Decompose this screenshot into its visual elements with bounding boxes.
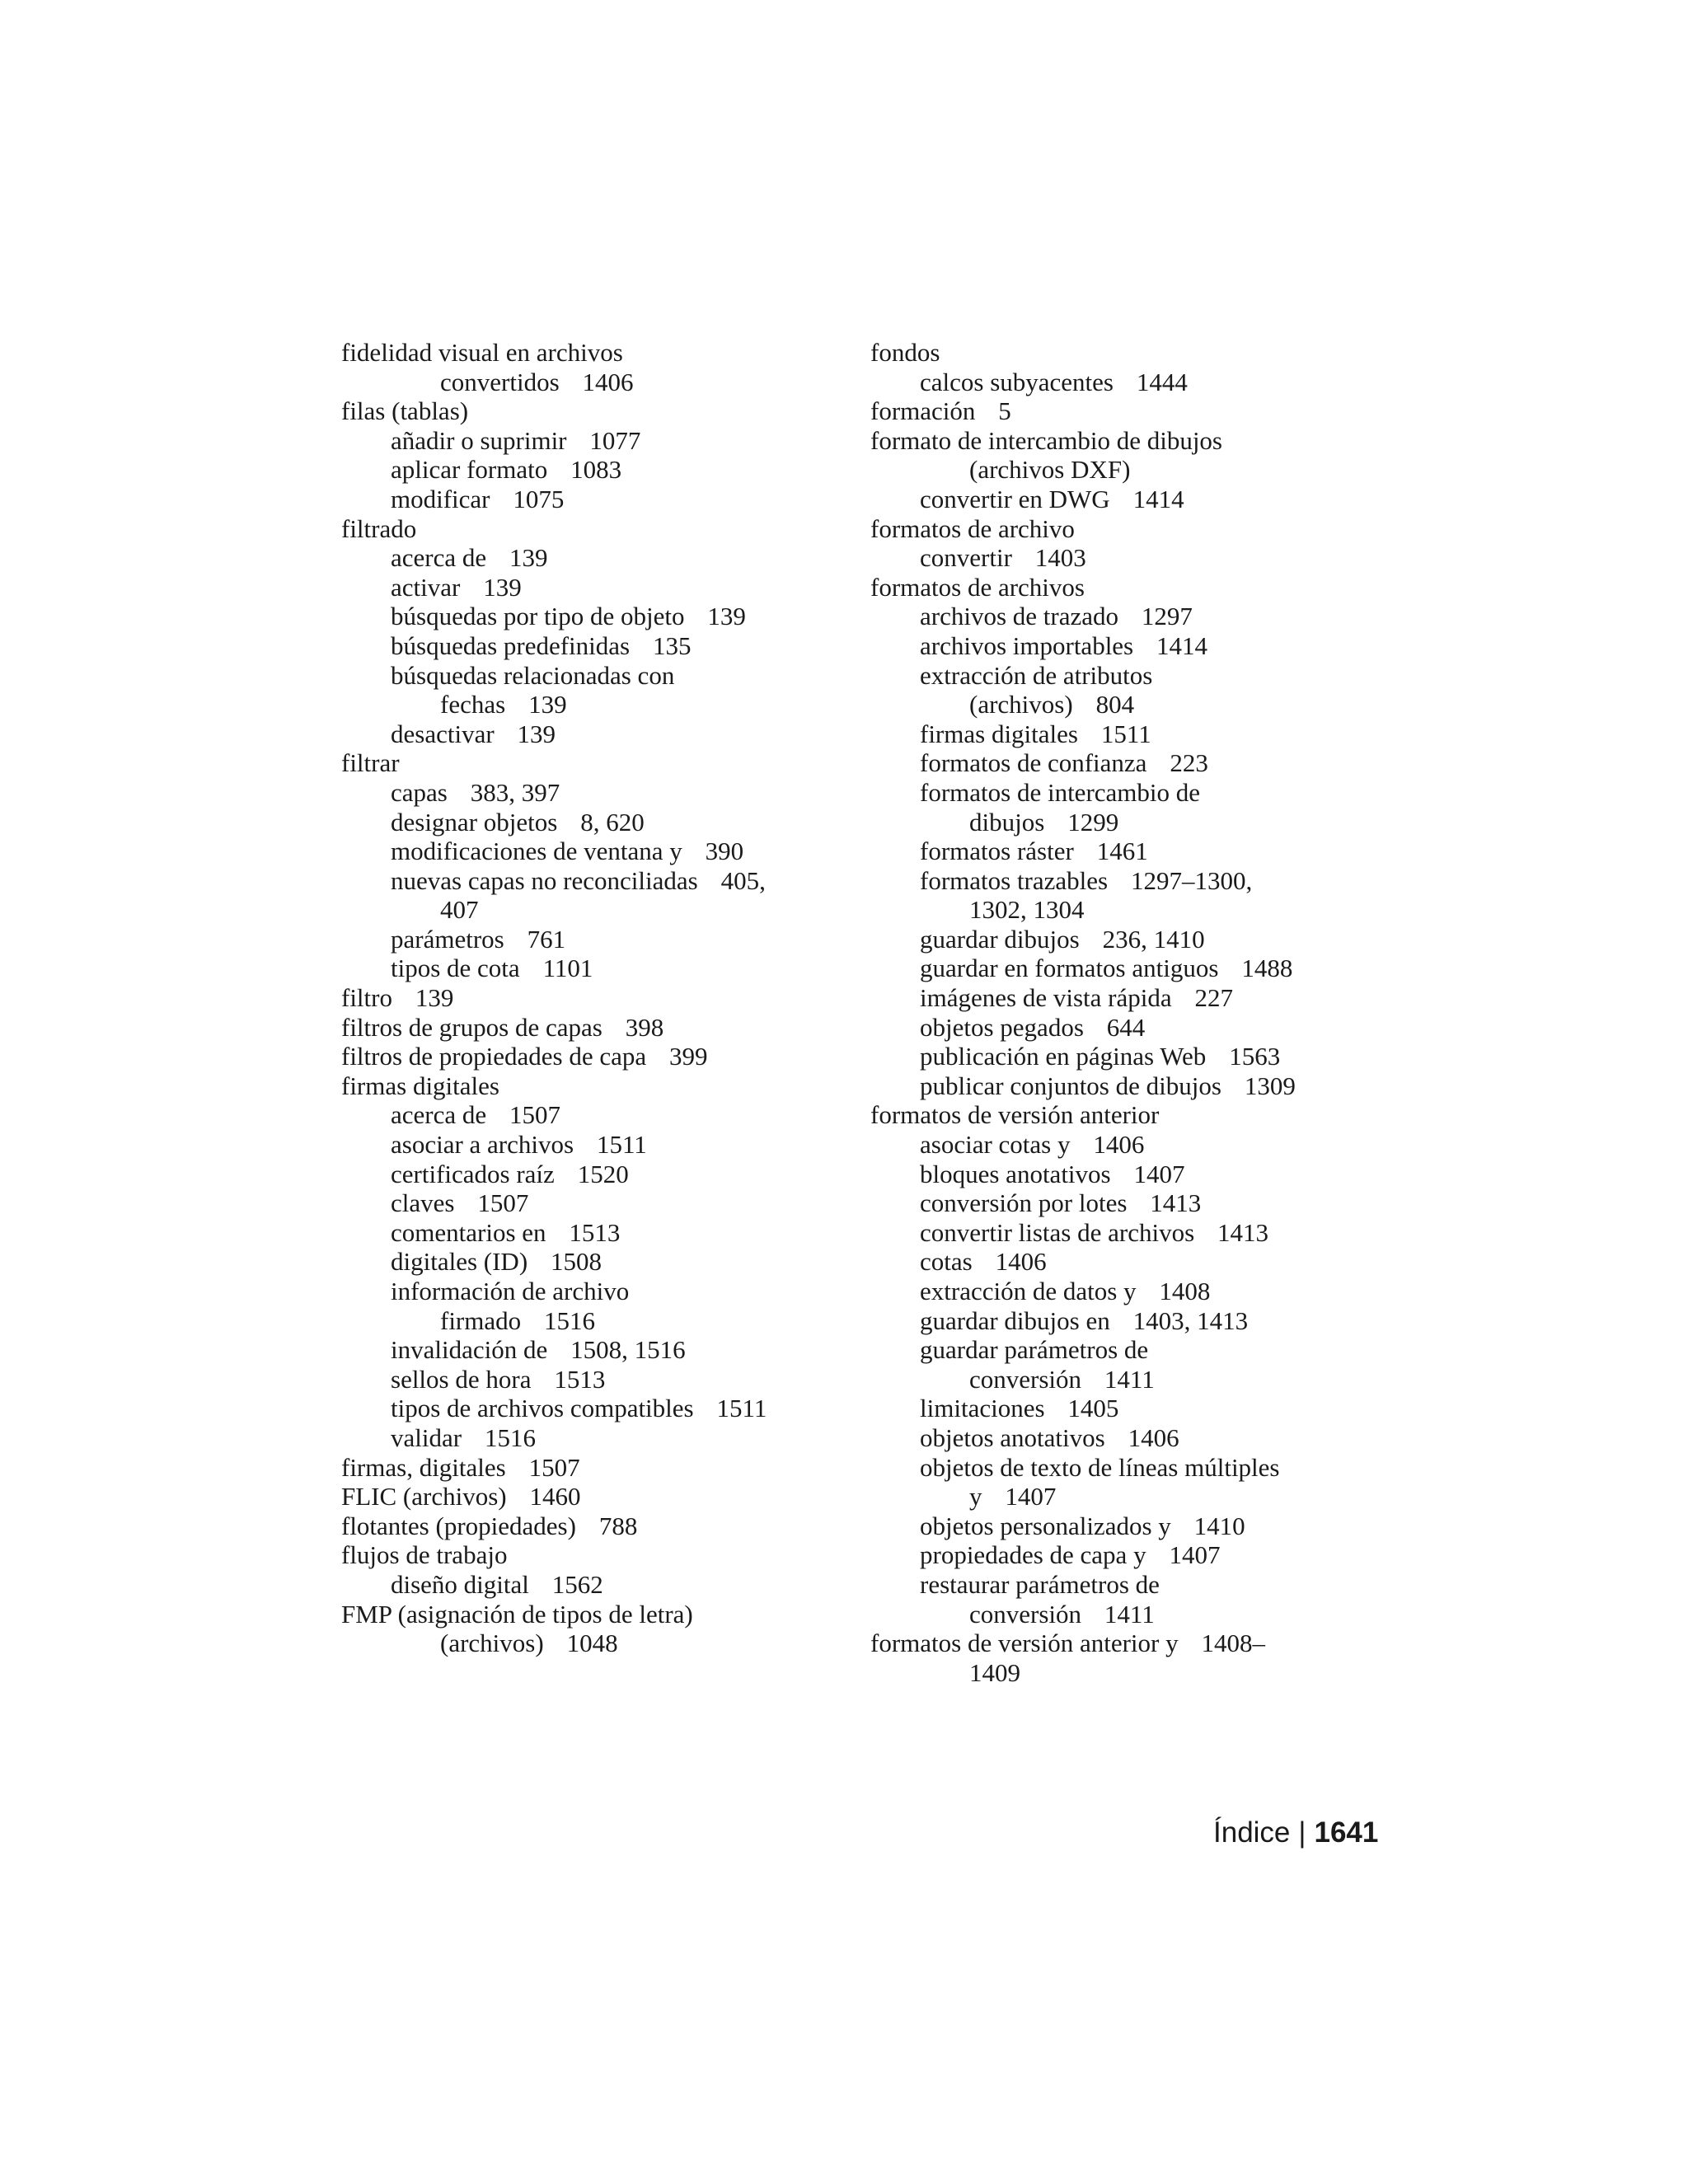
page-number: 1641 <box>1314 1816 1379 1849</box>
index-term: objetos pegados <box>920 1012 1084 1042</box>
index-term: nuevas capas no reconciliadas <box>391 865 698 895</box>
index-term: convertir listas de archivos <box>920 1217 1195 1247</box>
index-continuation <box>341 690 869 719</box>
index-entry <box>870 338 1398 368</box>
index-term: extracción de atributos <box>920 660 1153 690</box>
index-page-ref: 1461 <box>1096 837 1148 866</box>
index-subentry <box>870 1071 1398 1101</box>
index-term: y <box>969 1482 982 1511</box>
index-term: conversión <box>969 1364 1082 1394</box>
index-subentry <box>341 1247 869 1277</box>
index-page-ref: 1414 <box>1156 630 1208 660</box>
index-term: conversión <box>969 1599 1082 1629</box>
index-subentry <box>341 719 869 749</box>
index-term: dibujos <box>969 807 1045 837</box>
index-term: restaurar parámetros de <box>920 1569 1160 1599</box>
index-subentry <box>870 837 1398 866</box>
index-page-ref: 223 <box>1170 748 1208 778</box>
index-term: FLIC (archivos) <box>341 1482 507 1511</box>
index-page-ref: 1297–1300, <box>1131 865 1253 895</box>
index-term: flujos de trabajo <box>341 1540 508 1570</box>
index-page-ref: 1083 <box>570 455 622 485</box>
index-subentry <box>341 1365 869 1394</box>
index-term: guardar dibujos <box>920 924 1080 954</box>
index-entry <box>341 1013 869 1043</box>
index-page-ref: 1101 <box>542 954 593 983</box>
index-continuation <box>870 1600 1398 1629</box>
index-entry <box>341 1042 869 1071</box>
index-subentry <box>341 925 869 954</box>
index-subentry <box>870 485 1398 514</box>
index-term: archivos importables <box>920 630 1134 660</box>
index-page-ref: 1406 <box>1093 1130 1145 1160</box>
footer-separator: | <box>1298 1816 1306 1849</box>
index-subentry <box>870 543 1398 573</box>
index-subentry <box>341 1218 869 1248</box>
index-term: modificar <box>391 484 490 513</box>
index-continuation <box>870 1658 1398 1688</box>
index-subentry <box>341 573 869 602</box>
index-page-ref: 1403 <box>1034 543 1086 573</box>
index-term: 1409 <box>969 1657 1020 1687</box>
index-page-ref: 1508, 1516 <box>570 1335 686 1365</box>
index-term: información de archivo <box>391 1277 630 1305</box>
index-entry <box>870 1629 1398 1658</box>
index-term: extracción de datos y <box>920 1277 1137 1305</box>
index-subentry <box>870 1218 1398 1248</box>
index-page-ref: 644 <box>1106 1012 1146 1042</box>
index-page-ref: 1507 <box>509 1100 561 1130</box>
index-term: claves <box>391 1188 455 1218</box>
index-term: convertidos <box>440 367 560 396</box>
index-term: filtro <box>341 983 392 1013</box>
index-term: (archivos) <box>440 1629 544 1658</box>
index-subentry <box>870 1013 1398 1043</box>
index-term: acerca de <box>391 543 487 573</box>
index-page-ref: 399 <box>669 1042 708 1071</box>
index-subentry <box>870 1423 1398 1453</box>
index-subentry <box>341 1277 869 1306</box>
index-term: formatos de archivos <box>870 572 1085 602</box>
index-term: comentarios en <box>391 1217 546 1247</box>
index-subentry <box>870 1130 1398 1160</box>
index-term: invalidación de <box>391 1335 548 1365</box>
index-term: filtros de grupos de capas <box>341 1012 603 1042</box>
index-term: fechas <box>440 690 506 719</box>
index-subentry <box>341 866 869 896</box>
index-entry <box>870 396 1398 426</box>
index-term: búsquedas relacionadas con <box>391 660 675 690</box>
index-entry <box>870 573 1398 602</box>
index-term: firmas digitales <box>920 719 1078 748</box>
index-term: conversión por lotes <box>920 1188 1128 1218</box>
index-term: (archivos DXF) <box>969 455 1131 485</box>
index-entry <box>341 1453 869 1483</box>
index-term: calcos subyacentes <box>920 367 1114 396</box>
index-term: activar <box>391 572 461 602</box>
index-column-right <box>870 338 1398 1687</box>
index-page-ref: 1405 <box>1067 1394 1119 1423</box>
index-subentry <box>341 543 869 573</box>
index-subentry <box>341 808 869 837</box>
index-page-ref: 139 <box>509 543 548 573</box>
index-term: validar <box>391 1422 462 1452</box>
index-continuation <box>870 455 1398 485</box>
index-term: certificados raíz <box>391 1159 555 1188</box>
index-subentry <box>870 368 1398 397</box>
index-subentry <box>870 1306 1398 1336</box>
index-subentry <box>341 778 869 808</box>
index-term: FMP (asignación de tipos de letra) <box>341 1599 693 1629</box>
index-page-ref: 383, 397 <box>470 777 560 807</box>
footer-section-label: Índice <box>1213 1816 1291 1849</box>
index-subentry <box>870 1335 1398 1365</box>
index-continuation <box>870 1365 1398 1394</box>
index-subentry <box>870 866 1398 896</box>
index-entry <box>341 1540 869 1570</box>
index-term: convertir en DWG <box>920 484 1110 513</box>
index-page-ref: 761 <box>527 924 566 954</box>
index-page-ref: 1410 <box>1193 1511 1245 1540</box>
index-page-ref: 1413 <box>1217 1217 1269 1247</box>
index-term: modificaciones de ventana y <box>391 837 682 866</box>
index-term: formatos de archivo <box>870 513 1075 543</box>
index-page-ref: 1511 <box>1100 719 1151 748</box>
index-page-ref: 1048 <box>566 1629 618 1658</box>
index-page-ref: 1077 <box>589 425 641 455</box>
index-subentry <box>870 1160 1398 1189</box>
index-term: búsquedas por tipo de objeto <box>391 602 685 631</box>
index-subentry <box>870 778 1398 808</box>
index-term: búsquedas predefinidas <box>391 630 631 660</box>
page-footer <box>1213 1816 1378 1849</box>
index-subentry <box>341 1570 869 1600</box>
index-term: formatos de intercambio de <box>920 777 1201 807</box>
index-entry <box>341 1482 869 1511</box>
index-term: parámetros <box>391 924 504 954</box>
index-term: fondos <box>870 338 940 367</box>
index-subentry <box>870 1453 1398 1483</box>
index-entry <box>870 426 1398 456</box>
index-entry <box>870 514 1398 544</box>
index-subentry <box>341 1423 869 1453</box>
index-subentry <box>341 485 869 514</box>
index-term: formatos de confianza <box>920 748 1147 778</box>
index-subentry <box>341 1335 869 1365</box>
index-page-ref: 1511 <box>596 1130 647 1160</box>
index-term: aplicar formato <box>391 455 548 485</box>
index-page-ref: 1075 <box>513 484 565 513</box>
index-term: filtrado <box>341 513 417 543</box>
index-subentry <box>870 1570 1398 1600</box>
index-subentry <box>870 1511 1398 1541</box>
index-term: capas <box>391 777 448 807</box>
index-term: formatos de versión anterior <box>870 1100 1160 1130</box>
index-page-ref: 1520 <box>577 1159 629 1188</box>
index-page-ref: 1513 <box>554 1364 606 1394</box>
index-page-ref: 227 <box>1194 983 1233 1013</box>
index-subentry <box>870 1277 1398 1306</box>
index-subentry <box>341 661 869 691</box>
index-term: diseño digital <box>391 1569 529 1599</box>
index-page-ref: 1406 <box>995 1247 1047 1277</box>
index-term: guardar parámetros de <box>920 1335 1149 1365</box>
index-subentry <box>870 1247 1398 1277</box>
index-subentry <box>870 748 1398 778</box>
index-term: filtros de propiedades de capa <box>341 1042 647 1071</box>
index-page-ref: 1411 <box>1104 1599 1155 1629</box>
index-page-ref: 398 <box>625 1012 664 1042</box>
index-term: acerca de <box>391 1100 487 1130</box>
index-page-ref: 139 <box>483 572 522 602</box>
index-subentry <box>341 1160 869 1189</box>
index-page-ref: 1507 <box>528 1452 580 1482</box>
index-page-ref: 236, 1410 <box>1102 924 1205 954</box>
index-page-ref: 1299 <box>1067 807 1119 837</box>
index-term: publicar conjuntos de dibujos <box>920 1071 1221 1100</box>
index-subentry <box>341 455 869 485</box>
index-page-ref: 1562 <box>551 1569 603 1599</box>
index-term: guardar en formatos antiguos <box>920 954 1219 983</box>
index-page-ref: 1408– <box>1201 1629 1265 1658</box>
index-term: objetos anotativos <box>920 1422 1105 1452</box>
index-term: añadir o suprimir <box>391 425 567 455</box>
index-term: limitaciones <box>920 1394 1045 1423</box>
index-page-ref: 1563 <box>1229 1042 1281 1071</box>
index-subentry <box>870 1042 1398 1071</box>
index-term: propiedades de capa y <box>920 1540 1146 1570</box>
index-term: archivos de trazado <box>920 602 1118 631</box>
index-page-ref: 804 <box>1095 690 1135 719</box>
index-term: 1302, 1304 <box>969 895 1085 925</box>
index-term: objetos personalizados y <box>920 1511 1171 1540</box>
index-subentry <box>870 602 1398 631</box>
index-term: tipos de cota <box>391 954 520 983</box>
index-page-ref: 1507 <box>477 1188 529 1218</box>
index-term: sellos de hora <box>391 1364 532 1394</box>
index-term: formatos trazables <box>920 865 1109 895</box>
index-subentry <box>341 1394 869 1423</box>
index-term: bloques anotativos <box>920 1159 1111 1188</box>
index-continuation <box>341 1306 869 1336</box>
index-entry <box>341 983 869 1013</box>
index-term: (archivos) <box>969 690 1073 719</box>
index-subentry <box>870 925 1398 954</box>
index-term: firmas, digitales <box>341 1452 506 1482</box>
index-subentry <box>870 719 1398 749</box>
index-subentry <box>341 954 869 983</box>
index-subentry <box>870 1188 1398 1218</box>
index-term: tipos de archivos compatibles <box>391 1394 694 1423</box>
index-continuation <box>341 368 869 397</box>
index-entry <box>341 338 869 368</box>
index-term: formato de intercambio de dibujos <box>870 425 1222 455</box>
index-term: asociar cotas y <box>920 1130 1071 1160</box>
index-page-ref: 1403, 1413 <box>1132 1305 1249 1335</box>
index-page-ref: 8, 620 <box>580 807 645 837</box>
index-subentry <box>341 631 869 661</box>
index-subentry <box>870 1394 1398 1423</box>
index-page-ref: 788 <box>598 1511 638 1540</box>
index-subentry <box>341 426 869 456</box>
index-term: guardar dibujos en <box>920 1305 1110 1335</box>
index-page-ref: 1309 <box>1244 1071 1296 1100</box>
index-continuation <box>870 1482 1398 1511</box>
index-page-ref: 1406 <box>582 367 634 396</box>
index-continuation <box>341 1629 869 1658</box>
index-term: desactivar <box>391 719 495 748</box>
index-entry <box>341 1600 869 1629</box>
index-continuation <box>341 895 869 925</box>
index-subentry <box>870 983 1398 1013</box>
index-term: objetos de texto de líneas múltiples <box>920 1452 1280 1482</box>
index-term: digitales (ID) <box>391 1247 528 1277</box>
index-page-ref: 1408 <box>1159 1277 1211 1305</box>
index-page-ref: 1414 <box>1132 484 1184 513</box>
index-page-ref: 405, <box>720 865 766 895</box>
index-term: publicación en páginas Web <box>920 1042 1207 1071</box>
index-page-ref: 139 <box>528 690 567 719</box>
index-subentry <box>870 1540 1398 1570</box>
index-page-ref: 1407 <box>1005 1482 1057 1511</box>
index-page-ref: 1488 <box>1241 954 1293 983</box>
index-subentry <box>341 1130 869 1160</box>
index-page-ref: 5 <box>998 396 1011 426</box>
index-term: flotantes (propiedades) <box>341 1511 576 1540</box>
index-term: firmado <box>440 1305 522 1335</box>
index-term: formatos ráster <box>920 837 1074 866</box>
index-page-ref: 1413 <box>1150 1188 1202 1218</box>
index-term: cotas <box>920 1247 973 1277</box>
index-subentry <box>870 954 1398 983</box>
index-term: fidelidad visual en archivos <box>341 338 623 367</box>
index-column-left <box>341 338 869 1658</box>
index-term: asociar a archivos <box>391 1130 574 1160</box>
index-entry <box>341 748 869 778</box>
index-page-ref: 1460 <box>529 1482 581 1511</box>
index-page-ref: 1508 <box>551 1247 603 1277</box>
index-page-ref: 1516 <box>484 1422 536 1452</box>
index-subentry <box>341 1188 869 1218</box>
index-subentry <box>870 661 1398 691</box>
index-term: formación <box>870 396 976 426</box>
index-subentry <box>341 837 869 866</box>
index-page-ref: 1516 <box>544 1305 596 1335</box>
index-entry <box>341 514 869 544</box>
index-page-ref: 1407 <box>1169 1540 1221 1570</box>
index-subentry <box>870 631 1398 661</box>
index-continuation <box>870 808 1398 837</box>
index-continuation <box>870 690 1398 719</box>
index-entry <box>870 1100 1398 1130</box>
index-subentry <box>341 602 869 631</box>
index-continuation <box>870 895 1398 925</box>
index-entry <box>341 396 869 426</box>
index-term: imágenes de vista rápida <box>920 983 1172 1013</box>
index-page-ref: 139 <box>707 602 746 631</box>
index-entry <box>341 1071 869 1101</box>
index-term: designar objetos <box>391 807 558 837</box>
index-page-ref: 1407 <box>1133 1159 1185 1188</box>
index-term: filtrar <box>341 748 400 778</box>
index-term: 407 <box>440 895 479 925</box>
index-term: convertir <box>920 543 1012 573</box>
index-page-ref: 1297 <box>1141 602 1193 631</box>
index-page-ref: 1511 <box>716 1394 767 1423</box>
index-page-ref: 139 <box>517 719 556 748</box>
index-page-ref: 1406 <box>1128 1422 1179 1452</box>
index-term: formatos de versión anterior y <box>870 1629 1179 1658</box>
index-page-ref: 135 <box>653 630 692 660</box>
index-page-ref: 1444 <box>1136 367 1188 396</box>
index-page-ref: 1513 <box>569 1217 621 1247</box>
index-page-ref: 139 <box>415 983 454 1013</box>
index-term: firmas digitales <box>341 1071 499 1100</box>
index-page-ref: 390 <box>705 837 744 866</box>
index-page-ref: 1411 <box>1104 1364 1155 1394</box>
index-entry <box>341 1511 869 1541</box>
index-term: filas (tablas) <box>341 396 469 426</box>
index-subentry <box>341 1100 869 1130</box>
